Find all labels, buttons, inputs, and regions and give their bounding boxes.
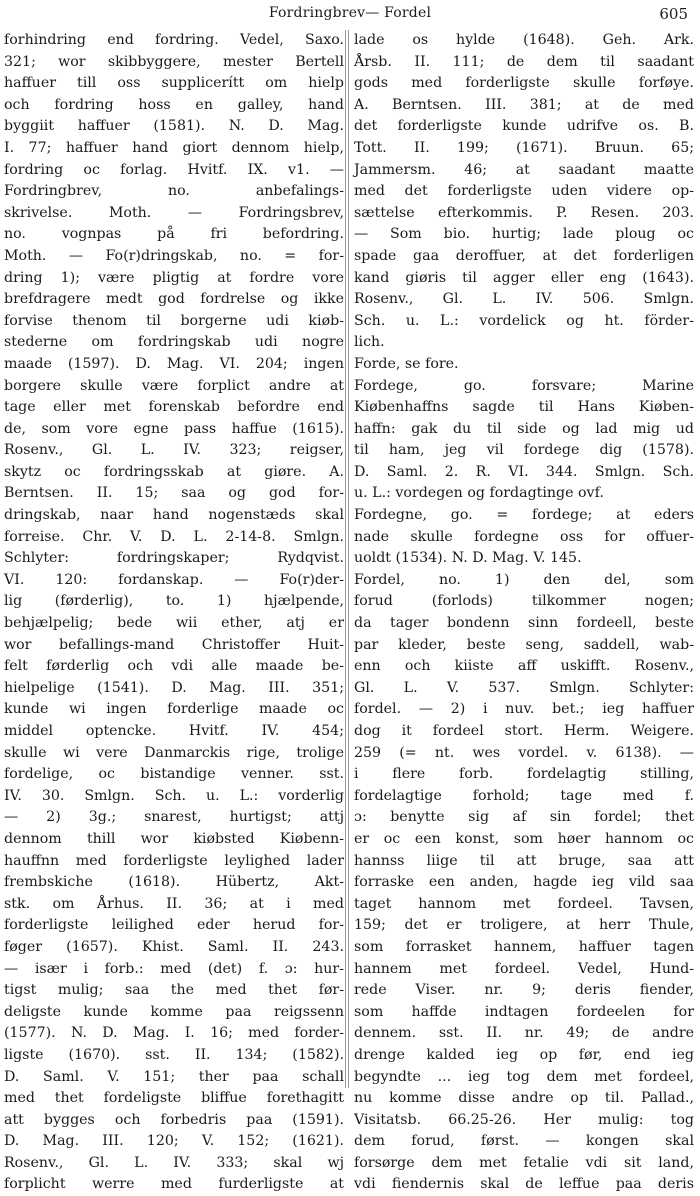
text-line: felt førderlig och vdi alle maade be- — [4, 658, 344, 675]
text-line: Sch. u. L.: vordelick og ht. förder- — [354, 312, 694, 329]
text-line: dog it fordeel stort. Herm. Weigere. — [354, 723, 694, 739]
text-line: haffuer till oss supplicerítt om hielp — [4, 75, 344, 92]
text-line: skulle wi vere Danmarckis rige, trolige — [4, 744, 344, 761]
text-line: dennom thill wor kiøbsted Kiøbenn- — [4, 830, 344, 847]
text-line: wor befallings-mand Christoffer Huit- — [4, 636, 344, 653]
text-line: nade skulle fordegne oss for offuer- — [354, 528, 694, 545]
text-line: u. L.: vordegen og fordagtinge ovf. — [354, 485, 604, 502]
text-line: forhindring end fordring. Vedel, Saxo. — [4, 32, 344, 48]
text-line: Fordege, go. forsvare; Marine — [354, 377, 694, 394]
text-line: byggiit haffuer (1581). N. D. Mag. — [4, 118, 344, 135]
text-line: kunde wi ingen forderlige maade oc — [4, 701, 344, 718]
text-line: lig (førderlig), to. 1) hjælpende, — [4, 593, 344, 610]
text-line: VI. 120: fordanskap. — Fo(r)der- — [4, 571, 344, 588]
text-line: Visitatsb. 66.25-26. Her mulig: tog — [354, 1111, 694, 1128]
running-title: Fordringbrev— Fordel — [268, 5, 432, 21]
text-line: hauffnn med forderligste leylighed lader — [4, 852, 344, 869]
left-column — [4, 30, 344, 1193]
text-line: maade (1597). D. Mag. VI. 204; ingen — [4, 355, 344, 372]
text-line: stk. om Århus. II. 36; at i med — [4, 895, 344, 912]
column-rule — [348, 30, 349, 1088]
column-rule — [345, 30, 346, 1088]
text-line: forderligste leilighed eder herud for- — [4, 917, 344, 934]
text-line: och fordring hoss en galley, hand — [4, 96, 344, 113]
text-line: brefdragere medt god fordrelse og ikke — [4, 291, 344, 308]
text-line: som haffde indtagen fordeelen for — [354, 1003, 694, 1020]
text-line: borgere skulle være forplict andre at — [4, 377, 344, 394]
text-line: Årsb. II. 111; de dem til saadant — [354, 53, 694, 70]
text-line: forplicht werre med furderligste at — [4, 1176, 344, 1193]
text-line: D. Saml. 2. R. VI. 344. Smlgn. Sch. — [354, 463, 694, 480]
text-line: 259 (= nt. wes vordel. v. 6138). — — [354, 744, 694, 761]
text-line: 159; det er troligere, at herr Thule, — [354, 917, 694, 934]
right-column — [354, 30, 694, 1193]
text-line: forraske een anden, hagde ieg vild saa — [354, 874, 694, 891]
text-line: tigst mulig; saa the med thet før- — [4, 982, 344, 999]
text-line: uoldt (1534). N. D. Mag. V. 145. — [354, 550, 582, 567]
text-line: lade os hylde (1648). Geh. Ark. — [354, 32, 694, 48]
text-line: D. Saml. V. 151; ther paa schall — [4, 1068, 344, 1085]
text-line: dring 1); være pligtig at fordre vore — [4, 269, 344, 286]
text-line: hielpelige (1541). D. Mag. III. 351; — [4, 679, 344, 696]
text-line: 321; wor skibbyggere, mester Bertell — [4, 53, 344, 70]
text-line: dem forud, først. — kongen skal — [354, 1133, 694, 1150]
text-line: forreise. Chr. V. D. L. 2-14-8. Smlgn. — [4, 528, 344, 545]
text-line: som forrasket hannem, haffuer tagen — [354, 938, 694, 955]
text-line: dringskab, naar hand nogenstæds skal — [4, 507, 344, 524]
text-line: gods med forderligste skulle forføye. — [354, 75, 694, 92]
text-line: Forde, se fore. — [354, 355, 459, 372]
text-line: Fordegne, go. = fordege; at eders — [354, 507, 694, 524]
text-line: behjælpelig; bede wii ether, atj er — [4, 615, 344, 632]
text-line: Rosenv., Gl. L. IV. 506. Smlgn. — [354, 291, 694, 308]
text-line: att bygges och forbedris paa (1591). — [4, 1111, 344, 1128]
text-line: i flere forb. fordelagtig stilling, — [354, 766, 694, 783]
text-line: nu komme disse andre op til. Pallad., — [354, 1090, 694, 1107]
text-line: Rosenv., Gl. L. IV. 333; skal wj — [4, 1154, 344, 1171]
text-line: tage eller met forenskab befordre end — [4, 399, 344, 416]
text-line: kand giøris til agger eller eng (1643). — [354, 269, 694, 286]
text-line: begyndte ... ieg tog dem met fordeel, — [354, 1068, 694, 1085]
text-line: no. vognpas på fri befordring. — [4, 226, 344, 243]
text-line: Gl. L. V. 537. Smlgn. Schlyter: — [354, 679, 694, 696]
text-line: med thet fordeligste bliffue forethagitt — [4, 1090, 344, 1107]
text-line: forvise thenom til borgerne udi kiøb- — [4, 312, 344, 329]
text-line: drenge kalded ieg op før, end ieg — [354, 1046, 694, 1063]
text-line: dennem. sst. II. nr. 49; de andre — [354, 1025, 694, 1042]
text-line: Jammersm. 46; at saadant maatte — [354, 161, 694, 178]
text-line: Schlyter: fordringskaper; Rydqvist. — [4, 550, 344, 567]
text-line: middel optencke. Hvitf. IV. 454; — [4, 723, 344, 739]
page-number: 605 — [659, 5, 688, 23]
text-line: forud (forlods) tilkommer nogen; — [354, 593, 694, 610]
text-line: Kiøbenhaffns sagde til Hans Kiøben- — [354, 399, 694, 416]
text-line: fordelige, oc bistandige venner. sst. — [4, 766, 344, 783]
text-line: par kleder, beste seng, saddell, wab- — [354, 636, 694, 653]
text-line: — Som bio. hurtig; lade ploug oc — [354, 226, 694, 243]
text-line: hannem met fordeel. Vedel, Hund- — [354, 960, 694, 977]
text-line: hannss liige til att bruge, saa att — [354, 852, 694, 869]
text-line: lich. — [354, 334, 385, 351]
text-line: Rosenv., Gl. L. IV. 323; reigser, — [4, 442, 344, 459]
text-line: fordring oc forlag. Hvitf. IX. v1. — — [4, 161, 344, 178]
text-line: frembskiche (1618). Hübertz, Akt- — [4, 874, 344, 891]
text-line: spade gaa deroffuer, at det forderligen — [354, 247, 694, 264]
text-line: Fordringbrev, no. anbefalings- — [4, 183, 344, 200]
text-line: ɔ: benytte sig af sin fordel; thet — [354, 809, 694, 826]
text-line: enn och kiiste aff uskifft. Rosenv., — [354, 658, 694, 675]
text-line: Tott. II. 199; (1671). Bruun. 65; — [354, 139, 694, 156]
text-line: Berntsen. II. 15; saa og god for- — [4, 485, 344, 502]
text-line: fordelagtige forhold; tage med f. — [354, 787, 694, 804]
text-line: er oc een konst, som høer hannom oc — [354, 830, 694, 847]
text-line: med det forderligste uden videre op- — [354, 183, 694, 200]
text-line: sættelse efterkommis. P. Resen. 203. — [354, 204, 694, 221]
text-line: føger (1657). Khist. Saml. II. 243. — [4, 938, 344, 955]
text-line: deligste kunde komme paa reigssenn — [4, 1003, 344, 1020]
text-line: — 2) 3g.; snarest, hurtigst; attj — [4, 809, 344, 826]
text-line: til ham, jeg vil fordege dig (1578). — [354, 442, 694, 459]
text-line: da tager bondenn sinn fordeell, beste — [354, 615, 694, 632]
text-line: — især i forb.: med (det) f. ɔ: hur- — [4, 960, 344, 977]
text-line: det forderligste kunde udrifve os. B. — [354, 118, 694, 135]
text-line: de, som vore egne pass haffue (1615). — [4, 420, 344, 437]
text-line: stederne om fordringskab udi nogre — [4, 334, 344, 351]
text-line: IV. 30. Smlgn. Sch. u. L.: vorderlig — [4, 787, 344, 804]
text-line: A. Berntsen. III. 381; at de med — [354, 96, 694, 113]
text-line: skrivelse. Moth. — Fordringsbrev, — [4, 204, 344, 221]
text-line: vdi fiendernis skal de leffue paa deris — [354, 1176, 694, 1193]
text-line: I. 77; haffuer hand giort dennom hielp, — [4, 139, 344, 156]
text-line: fordel. — 2) i nuv. bet.; ieg haffuer — [354, 701, 694, 718]
text-line: rede Viser. nr. 9; deris fiender, — [354, 982, 694, 999]
running-head — [0, 5, 700, 27]
text-line: haffn: gak du til side og lad mig ud — [354, 420, 694, 437]
text-line: ligste (1670). sst. II. 134; (1582). — [4, 1046, 344, 1063]
text-line: forsørge dem met fetalie vdi sit land, — [354, 1154, 694, 1171]
text-line: Moth. — Fo(r)dringskab, no. = for- — [4, 247, 344, 264]
text-line: Fordel, no. 1) den del, som — [354, 571, 694, 588]
text-line: (1577). N. D. Mag. I. 16; med forder- — [4, 1025, 344, 1042]
text-line: skytz oc fordringsskab at giøre. A. — [4, 463, 344, 480]
text-line: D. Mag. III. 120; V. 152; (1621). — [4, 1133, 344, 1150]
text-line: taget hannom met fordeel. Tavsen, — [354, 895, 694, 912]
